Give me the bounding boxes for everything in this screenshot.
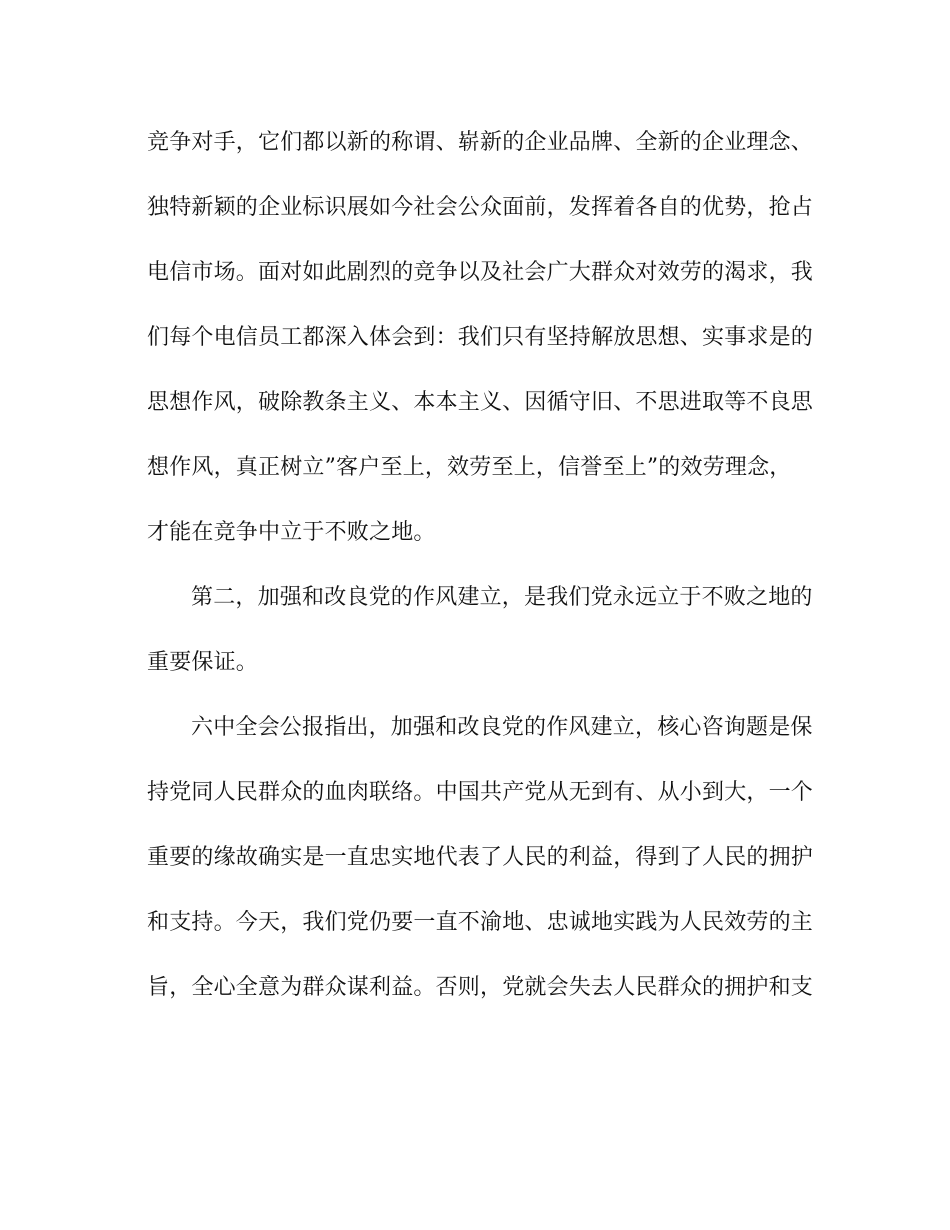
text-line-7: 才能在竞争中立于不败之地。 <box>147 520 436 545</box>
paragraph-3-line-2: 持党同人民群众的血肉联络。中国共产党从无到有、从小到大，一个 <box>147 780 814 805</box>
text-line-2: 独特新颖的企业标识展如今社会公众面前，发挥着各自的优势，抢占 <box>147 195 814 220</box>
paragraph-3-line-4: 和支持。今天，我们党仍要一直不渝地、忠诚地实践为人民效劳的主 <box>147 910 814 935</box>
paragraph-2-line-2: 重要保证。 <box>147 650 259 675</box>
text-line-6: 想作风，真正树立”客户至上，效劳至上，信誉至上”的效劳理念， <box>147 455 792 480</box>
paragraph-3-line-3: 重要的缘故确实是一直忠实地代表了人民的利益，得到了人民的拥护 <box>147 845 814 870</box>
text-line-5: 思想作风，破除教条主义、本本主义、因循守旧、不思进取等不良思 <box>147 390 814 415</box>
text-line-4: 们每个电信员工都深入体会到：我们只有坚持解放思想、实事求是的 <box>147 325 814 350</box>
paragraph-2-line-1: 第二，加强和改良党的作风建立，是我们党永远立于不败之地的 <box>191 585 813 610</box>
text-line-3: 电信市场。面对如此剧烈的竞争以及社会广大群众对效劳的渴求，我 <box>147 260 814 285</box>
text-line-1: 竞争对手，它们都以新的称谓、崭新的企业品牌、全新的企业理念、 <box>147 130 814 155</box>
paragraph-3-line-5: 旨，全心全意为群众谋利益。否则，党就会失去人民群众的拥护和支 <box>147 975 814 1000</box>
paragraph-3-line-1: 六中全会公报指出，加强和改良党的作风建立，核心咨询题是保 <box>191 715 813 740</box>
